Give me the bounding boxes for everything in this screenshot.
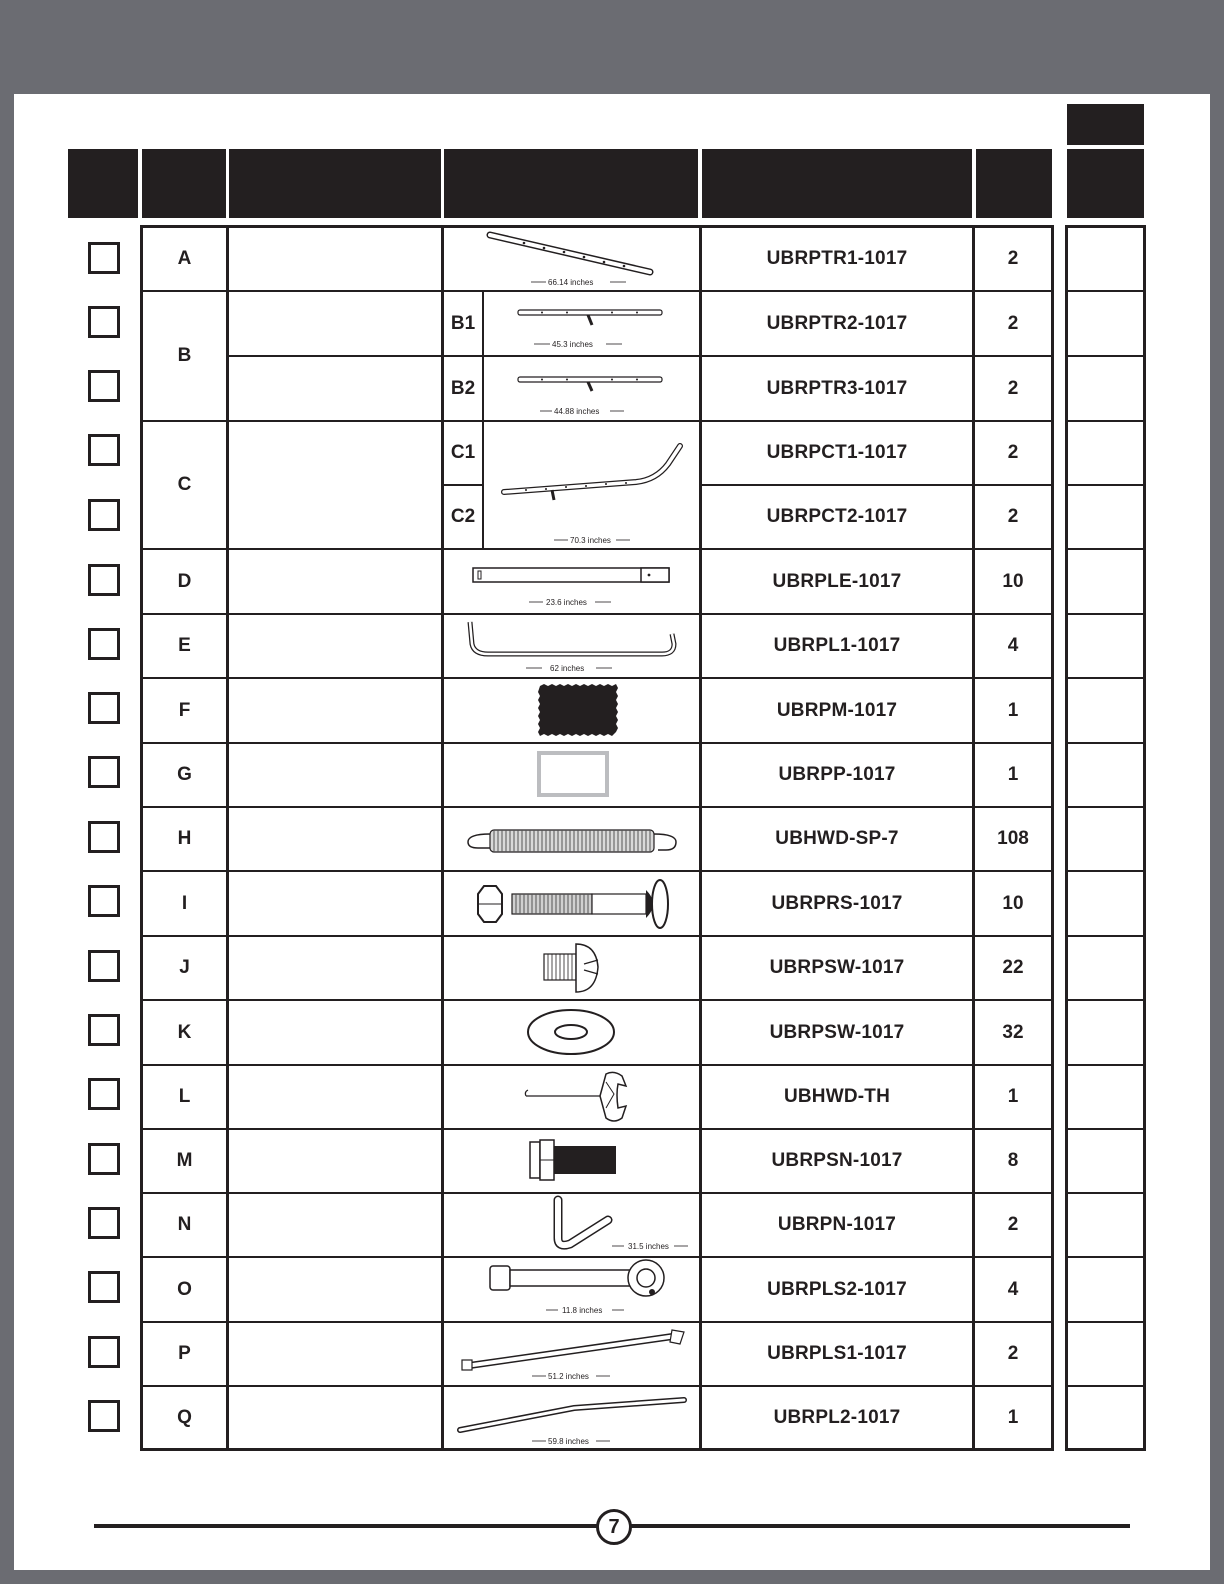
part-letter-i: I — [181, 892, 188, 914]
part-code-e: UBRPL1-1017 — [773, 635, 901, 656]
part-qty-k: 32 — [1002, 1021, 1024, 1043]
part-code-k: UBRPSW-1017 — [769, 1021, 905, 1043]
part-qty-j: 22 — [1002, 957, 1024, 978]
part-qty-o: 4 — [1007, 1278, 1019, 1300]
checkbox-b1[interactable] — [88, 306, 120, 338]
part-code-j: UBRPSW-1017 — [769, 957, 905, 978]
part-code-p: UBRPLS1-1017 — [767, 1343, 907, 1364]
tube-icon — [512, 357, 672, 420]
part-code-c1: UBRPCT1-1017 — [766, 442, 908, 463]
pole-icon — [456, 1324, 690, 1384]
part-code-f: UBRPM-1017 — [776, 699, 898, 721]
checkbox-d[interactable] — [88, 564, 120, 596]
checkbox-m[interactable] — [88, 1143, 120, 1175]
svg-text:45.3 inches: 45.3 inches — [552, 340, 593, 349]
part-qty-l: 1 — [1007, 1086, 1019, 1107]
part-qty-c1: 2 — [1007, 442, 1019, 463]
sleeve-icon — [484, 1258, 674, 1320]
safety-pad-icon — [536, 750, 610, 798]
checkbox-h[interactable] — [88, 821, 120, 853]
checkbox-o[interactable] — [88, 1271, 120, 1303]
part-letter-m: M — [176, 1150, 193, 1171]
tube-icon — [484, 227, 664, 290]
bolt-nut-icon — [474, 878, 674, 930]
part-qty-q: 1 — [1007, 1407, 1019, 1428]
part-letter-e: E — [178, 635, 191, 656]
part-qty-f: 1 — [1007, 699, 1019, 721]
part-letter-d: D — [177, 570, 192, 592]
part-letter-n: N — [177, 1214, 192, 1235]
header-col-description — [229, 149, 441, 218]
part-code-b2: UBRPTR3-1017 — [766, 377, 908, 399]
page-number: 7 — [596, 1509, 632, 1545]
footer-rule-left — [94, 1524, 598, 1528]
part-qty-b1: 2 — [1007, 312, 1019, 334]
part-code-o: UBRPLS2-1017 — [767, 1278, 907, 1300]
checkbox-k[interactable] — [88, 1014, 120, 1046]
svg-text:31.5 inches: 31.5 inches — [628, 1242, 669, 1251]
part-qty-p: 2 — [1007, 1343, 1019, 1364]
part-code-q: UBRPL2-1017 — [773, 1407, 901, 1428]
svg-text:44.88 inches: 44.88 inches — [554, 407, 600, 416]
parts-list-sheet — [14, 94, 1210, 1570]
spring-icon — [462, 824, 682, 858]
part-qty-i: 10 — [1002, 892, 1024, 914]
part-qty-b2: 2 — [1007, 377, 1019, 399]
t-hook-tool-icon — [522, 1068, 642, 1126]
svg-text:70.3 inches: 70.3 inches — [570, 536, 611, 545]
part-letter-p: P — [178, 1343, 191, 1364]
part-letter-h: H — [177, 828, 192, 849]
checkbox-p[interactable] — [88, 1336, 120, 1368]
screw-icon — [540, 940, 606, 996]
checkbox-i[interactable] — [88, 885, 120, 917]
part-qty-a: 2 — [1007, 247, 1019, 269]
part-code-b1: UBRPTR2-1017 — [766, 312, 908, 334]
jump-mat-icon — [536, 682, 620, 738]
svg-text:23.6 inches: 23.6 inches — [546, 598, 587, 607]
part-letter-k: K — [177, 1021, 192, 1043]
part-qty-h: 108 — [997, 828, 1029, 849]
part-code-m: UBRPSN-1017 — [771, 1150, 903, 1171]
header-col-code — [702, 149, 972, 218]
checkbox-c2[interactable] — [88, 499, 120, 531]
part-qty-n: 2 — [1007, 1214, 1019, 1235]
header-col-check — [68, 149, 138, 218]
checkbox-n[interactable] — [88, 1207, 120, 1239]
footer-rule-right — [626, 1524, 1130, 1528]
part-qty-m: 8 — [1007, 1150, 1019, 1171]
svg-text:66.14 inches: 66.14 inches — [548, 278, 594, 287]
l-pin-icon — [524, 1194, 704, 1256]
part-letter-g: G — [177, 764, 192, 785]
header-col-part — [142, 149, 226, 218]
part-letter-a: A — [177, 247, 192, 269]
checkbox-l[interactable] — [88, 1078, 120, 1110]
svg-text:51.2 inches: 51.2 inches — [548, 1372, 589, 1381]
checkbox-f[interactable] — [88, 692, 120, 724]
bent-pole-icon — [454, 1388, 690, 1448]
curved-tube-icon — [496, 424, 696, 548]
part-qty-d: 10 — [1002, 570, 1024, 592]
hex-bolt-icon — [526, 1134, 622, 1186]
sub-label-b2: B2 — [450, 377, 476, 399]
sub-label-c2: C2 — [450, 506, 476, 527]
part-qty-c2: 2 — [1007, 506, 1019, 527]
svg-text:11.8 inches: 11.8 inches — [562, 1306, 603, 1315]
part-letter-q: Q — [177, 1407, 192, 1428]
svg-text:62 inches: 62 inches — [550, 664, 585, 673]
leg-extension-icon — [469, 554, 679, 612]
checkbox-b2[interactable] — [88, 370, 120, 402]
part-letter-f: F — [178, 699, 191, 721]
part-code-i: UBRPRS-1017 — [771, 892, 903, 914]
checkbox-c1[interactable] — [88, 434, 120, 466]
part-code-l: UBHWD-TH — [783, 1086, 891, 1107]
part-code-d: UBRPLE-1017 — [772, 570, 902, 592]
header-col-qty — [976, 149, 1052, 218]
part-qty-e: 4 — [1007, 635, 1019, 656]
washer-icon — [524, 1006, 618, 1058]
part-letter-l: L — [178, 1086, 191, 1107]
checkbox-j[interactable] — [88, 950, 120, 982]
sub-label-c1: C1 — [450, 442, 476, 463]
header-col-picture — [444, 149, 698, 218]
part-letter-b: B — [177, 345, 192, 366]
svg-text:59.8 inches: 59.8 inches — [548, 1437, 589, 1446]
extra-column — [1065, 225, 1146, 1451]
sub-label-b1: B1 — [450, 312, 476, 334]
checkbox-a[interactable] — [88, 242, 120, 274]
part-qty-g: 1 — [1007, 764, 1019, 785]
part-letter-j: J — [179, 957, 190, 978]
part-code-a: UBRPTR1-1017 — [766, 247, 908, 269]
checkbox-e[interactable] — [88, 628, 120, 660]
header-col-extra — [1067, 149, 1144, 218]
part-letter-c: C — [177, 474, 192, 495]
part-code-c2: UBRPCT2-1017 — [766, 506, 908, 527]
u-leg-icon — [462, 616, 684, 678]
part-letter-o: O — [177, 1278, 192, 1300]
part-code-g: UBRPP-1017 — [778, 764, 896, 785]
part-code-n: UBRPN-1017 — [777, 1214, 897, 1235]
checkbox-q[interactable] — [88, 1400, 120, 1432]
tube-icon — [512, 292, 672, 355]
header-col-extra-top — [1067, 104, 1144, 145]
part-code-h: UBHWD-SP-7 — [775, 828, 899, 849]
checkbox-g[interactable] — [88, 756, 120, 788]
